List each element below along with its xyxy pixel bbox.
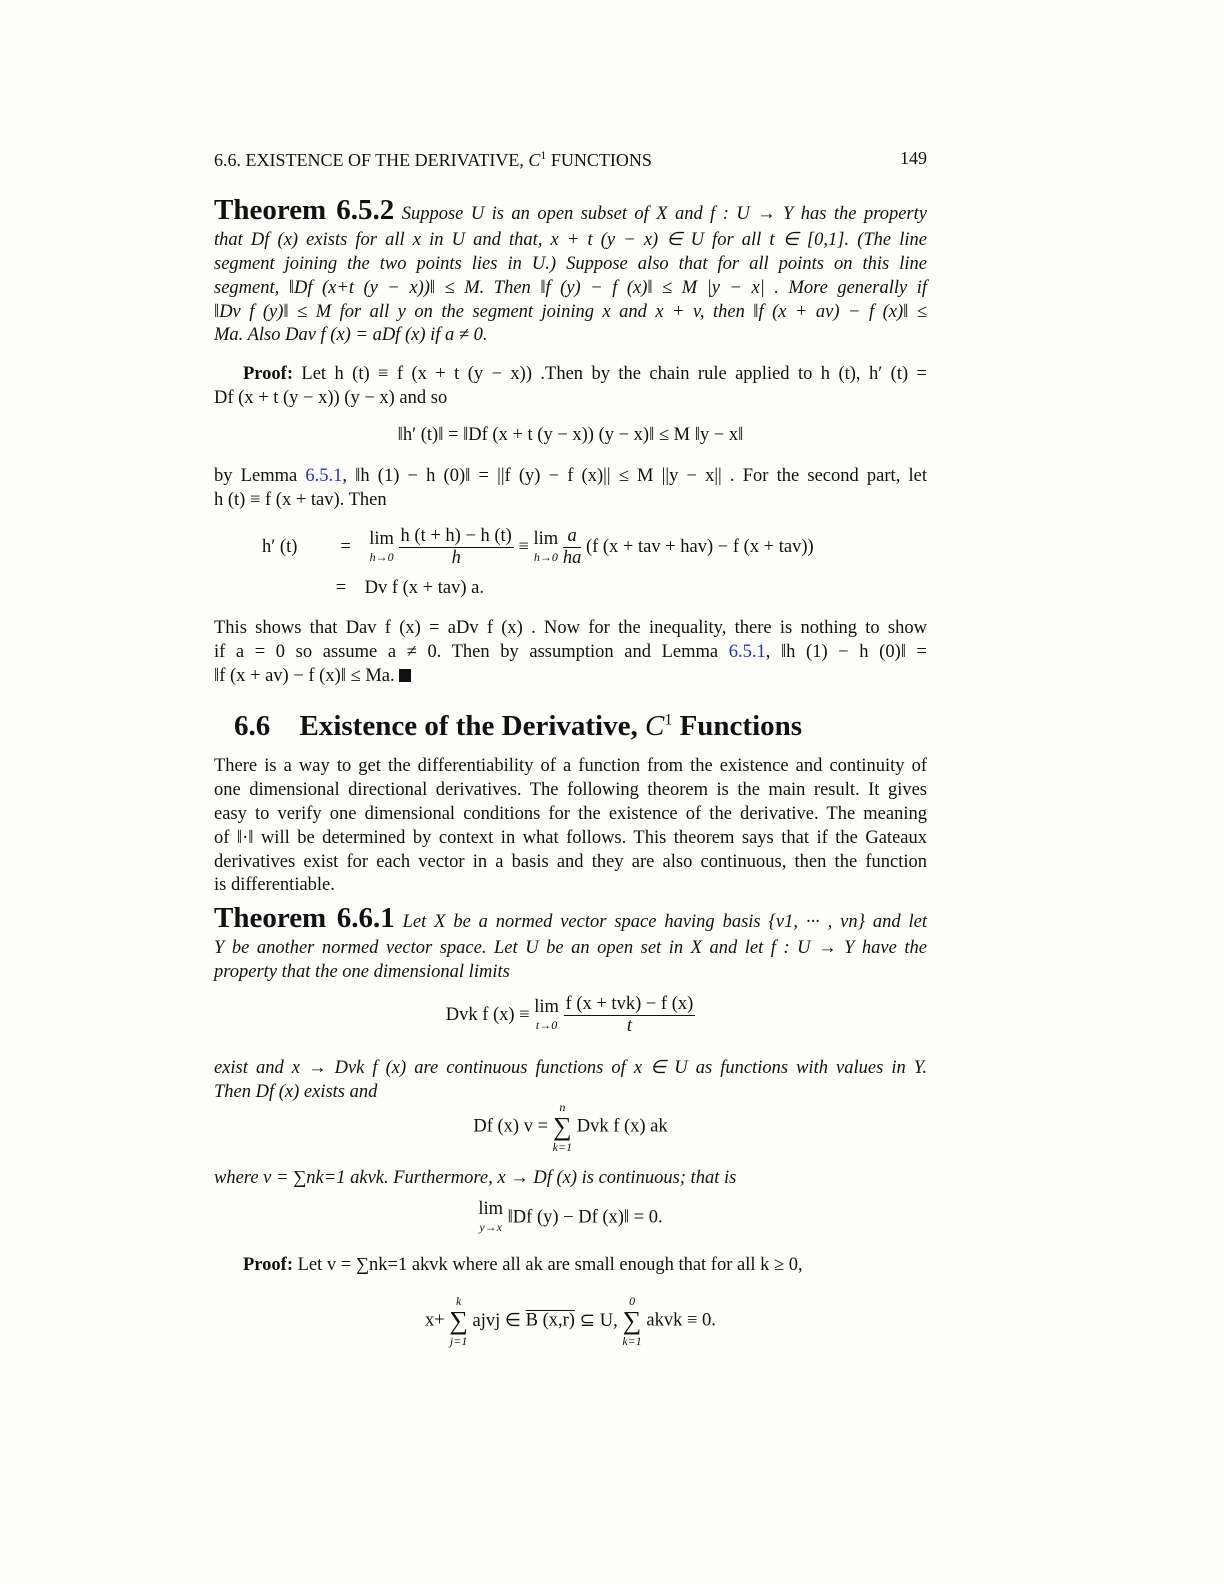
d4-summation-icon-1: k ∑ j=1 <box>449 1294 468 1348</box>
paragraph-line-3: easy to verify one dimensional conditions for the existence of the derivative. The meaning <box>214 804 927 824</box>
proof-661-text-1: Let v = ∑nk=1 akvk where all ak are small enough that for all k ≥ 0, <box>297 1255 803 1275</box>
d2-lhs: Df (x) v = <box>473 1116 549 1137</box>
theorem-652-line-1 <box>214 194 927 226</box>
eq-lhs: h′ (t) <box>262 537 298 557</box>
lim-text: lim <box>369 528 394 549</box>
theorem-652-text-1: Suppose U is an open subset of X and f : U → Y has the property <box>401 204 927 224</box>
lemma-link[interactable]: 6.5.1 <box>305 466 343 486</box>
sum-top: 0 <box>629 1294 636 1308</box>
theorem-661-text-5: Then Df (x) exists and <box>214 1082 378 1102</box>
theorem-652-text-3: segment joining the two points lies in U.) Suppose also that for all points on this line <box>214 254 927 274</box>
display-equation-5 <box>214 1294 927 1348</box>
frac-den: h <box>451 548 461 568</box>
eq-fraction-1 <box>399 526 514 569</box>
d4-mid2: ⊆ U, <box>574 1311 618 1331</box>
sum-top: n <box>559 1100 566 1114</box>
lim-text: lim <box>478 1199 503 1219</box>
paragraph-line-1: There is a way to get the differentiability of a function from the existence and continuity of <box>214 756 927 776</box>
eq-line-2: Dv f (x + tav) a. <box>364 578 484 598</box>
proof-652-line-1 <box>243 362 927 386</box>
d4-rhs: akvk ≡ 0. <box>646 1310 716 1331</box>
frac-num: a <box>563 526 582 548</box>
proof-652-text-4: h (t) ≡ f (x + tav). Then <box>214 490 387 510</box>
d4-summation-icon-2: 0 ∑ k=1 <box>622 1294 642 1348</box>
proof-652-text-6b: , ‖h (1) − h (0)‖ = <box>765 642 927 662</box>
theorem-652-text-6: Ma. Also Dav f (x) = aDf (x) if a ≠ 0. <box>214 325 488 345</box>
theorem-661-line-1 <box>214 902 927 934</box>
lemma-link-2[interactable]: 6.5.1 <box>728 642 766 662</box>
sum-bottom: k=1 <box>552 1140 573 1154</box>
d4-mid1: ajvj ∈ <box>472 1311 526 1331</box>
lim-sub: h→0 <box>369 549 394 564</box>
lim-text: lim <box>533 528 559 549</box>
d4-closed-ball: B (x,r) <box>525 1310 575 1331</box>
aligned-equation-line-2 <box>322 578 484 599</box>
proof-652-text-6a: if a = 0 so assume a ≠ 0. Then by assumption and Lemma <box>214 642 729 662</box>
paragraph-line-6: is differentiable. <box>214 875 335 895</box>
d1-limit <box>534 998 559 1034</box>
proof-652-line-3 <box>214 464 927 488</box>
lim-sub: h→0 <box>533 549 558 564</box>
section-title-sup: 1 <box>664 711 673 729</box>
theorem-661-text-4: exist and x → Dvk f (x) are continuous functions of x ∈ U as functions with values in Y. <box>214 1058 927 1078</box>
proof-652-line-7 <box>214 664 927 688</box>
page-number: 149 <box>900 148 927 168</box>
qed-square-icon <box>399 669 411 682</box>
theorem-652-text-5: ‖Dv f (y)‖ ≤ M for all y on the segment joining x and x + v, then ‖f (x + av) − f (x)‖ ≤ <box>214 302 927 322</box>
d3-rhs: ‖Df (y) − Df (x)‖ = 0. <box>507 1207 663 1228</box>
eq-equals-1: = <box>340 537 351 557</box>
section-number: 6.6 <box>234 710 271 742</box>
section-title-end: Functions <box>672 710 803 742</box>
sum-top: k <box>455 1294 462 1308</box>
frac-num: f (x + tvk) − f (x) <box>565 994 694 1014</box>
theorem-661-text-1: Let X be a normed vector space having basis {v1, ··· , vn} and let <box>402 912 927 932</box>
theorem-652-text-2: that Df (x) exists for all x in U and that, x + t (y − x) ∈ U for all t ∈ [0,1]. (The line <box>214 230 927 250</box>
section-heading <box>234 710 802 743</box>
display-equation-2 <box>214 994 927 1037</box>
running-title-sup: 1 <box>540 148 547 162</box>
eq-rest: (f (x + tav + hav) − f (x + tav)) <box>585 537 814 557</box>
section-title: Existence of the Derivative, <box>299 710 645 742</box>
eq-equiv: ≡ <box>518 537 529 557</box>
theorem-652-text-4: segment, ‖Df (x+t (y − x))‖ ≤ M. Then ‖f (y) − f (x)‖ ≤ M |y − x| . More generally if <box>214 278 927 298</box>
d1-fraction <box>564 994 696 1037</box>
sum-bottom: k=1 <box>622 1334 642 1348</box>
paragraph-line-2: one dimensional directional derivatives. The following theorem is the main result. It gives <box>214 780 927 800</box>
proof-652-text-7: ‖f (x + av) − f (x)‖ ≤ Ma. <box>214 666 395 686</box>
theorem-661-label: Theorem 6.6.1 <box>214 902 395 934</box>
d4-lhs: x+ <box>425 1310 445 1331</box>
d2-rhs: Dvk f (x) ak <box>576 1116 668 1137</box>
proof-label: Proof: <box>243 364 293 384</box>
eq-equals-2: = <box>335 578 347 598</box>
theorem-661-text-2: Y be another normed vector space. Let U be an open set in X and let f : U → Y have the <box>214 938 927 958</box>
section-title-c: C <box>644 710 665 742</box>
lim-text: lim <box>534 996 559 1017</box>
running-title-c: C <box>528 150 541 170</box>
proof-652-text-2: Df (x + t (y − x)) (y − x) and so <box>214 388 448 408</box>
eq-limit-2 <box>534 530 559 566</box>
d1-lhs: Dvk f (x) ≡ <box>445 1005 530 1025</box>
d2-summation-icon: n ∑ k=1 <box>552 1100 573 1154</box>
proof-label-2: Proof: <box>243 1255 293 1275</box>
frac-den: t <box>626 1016 632 1036</box>
proof-652-text-5: This shows that Dav f (x) = aDv f (x) . Now for the inequality, there is nothing to show <box>214 618 927 638</box>
theorem-652-label: Theorem 6.5.2 <box>214 194 395 226</box>
paragraph-line-4: of ‖·‖ will be determined by context in what follows. This theorem says that if the Gateaux <box>214 828 927 848</box>
running-header <box>214 148 652 171</box>
theorem-661-text-6: where v = ∑nk=1 akvk. Furthermore, x → Df (x) is continuous; that is <box>214 1168 737 1188</box>
running-title-end: FUNCTIONS <box>546 150 652 170</box>
proof-661-line-1 <box>243 1253 927 1277</box>
proof-652-text-1: Let h (t) ≡ f (x + t (y − x)) .Then by the chain rule applied to h (t), h′ (t) = <box>301 364 927 384</box>
display-equation-3 <box>214 1100 927 1154</box>
proof-652-text-3b: , ‖h (1) − h (0)‖ = ||f (y) − f (x)|| ≤ M ||y − x|| . For the second part, let <box>342 466 927 486</box>
d3-limit <box>478 1200 503 1236</box>
display-equation-1: ‖h′ (t)‖ = ‖Df (x + t (y − x)) (y − x)‖ ≤ M ‖y − x‖ <box>397 425 744 445</box>
sum-bottom: j=1 <box>449 1334 468 1348</box>
proof-652-line-6 <box>214 640 927 664</box>
proof-652-text-3a: by Lemma <box>214 466 306 486</box>
paragraph-line-5: derivatives exist for each vector in a basis and they are also continuous, then the function <box>214 852 927 872</box>
display-equation-4 <box>214 1200 927 1236</box>
running-title: 6.6. EXISTENCE OF THE DERIVATIVE, <box>214 150 529 170</box>
eq-limit-1 <box>369 530 394 566</box>
frac-den: ha <box>562 548 582 568</box>
lim-sub: y→x <box>479 1220 502 1234</box>
theorem-661-text-3: property that the one dimensional limits <box>214 962 510 982</box>
aligned-equation <box>262 526 814 569</box>
frac-num: h (t + h) − h (t) <box>400 526 512 546</box>
lim-sub: t→0 <box>535 1017 558 1032</box>
eq-fraction-2 <box>563 526 582 569</box>
